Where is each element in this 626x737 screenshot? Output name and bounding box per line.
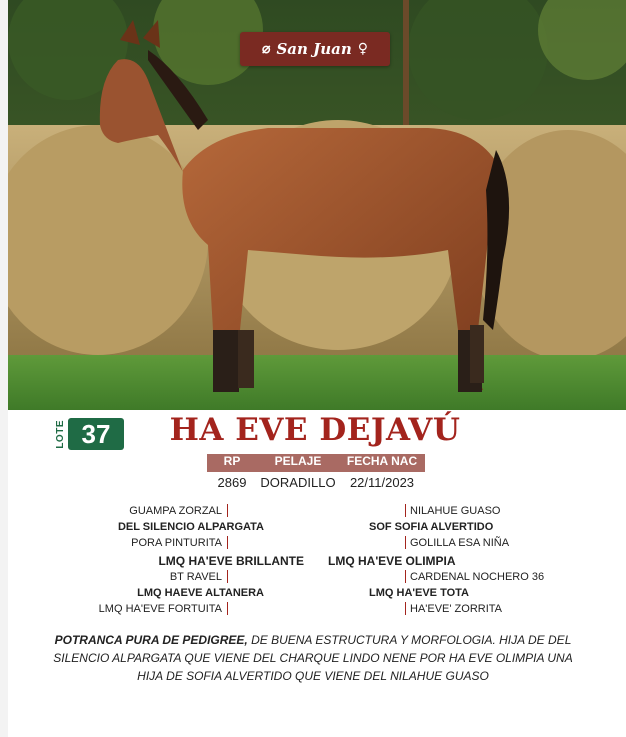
pedigree-sire-dam: PORA PINTURITA — [131, 537, 222, 549]
meta-values-row — [207, 475, 425, 490]
lot-label: LOTE — [55, 419, 66, 449]
pedigree-connector — [405, 602, 406, 615]
meta-header-pelaje: PELAJE — [274, 454, 322, 468]
pedigree-connector — [405, 504, 406, 517]
meta-header-fecha: FECHA NAC — [346, 454, 418, 468]
pedigree-dam-dam-left: LMQ HA'EVE FORTUITA — [98, 603, 222, 615]
pedigree-connector — [405, 536, 406, 549]
meta-header-rp: RP — [223, 454, 241, 468]
pedigree-sire-parent: LMQ HA'EVE BRILLANTE — [158, 554, 304, 568]
pedigree-connector — [227, 602, 228, 615]
lot-description — [40, 631, 586, 685]
pedigree-connector — [405, 570, 406, 583]
pedigree-connector — [227, 536, 228, 549]
page-left-margin — [0, 0, 8, 737]
pedigree-dam-side-sire-dam: GOLILLA ESA NIÑA — [410, 537, 510, 549]
pedigree-dam-side-sire-sire: NILAHUE GUASO — [410, 505, 501, 517]
horse-name: HA EVE DEJAVÚ — [169, 412, 461, 448]
pedigree-sire-side-dam: LMQ HAEVE ALTANERA — [137, 587, 264, 599]
meta-value-fecha: 22/11/2023 — [349, 475, 415, 490]
pedigree-dam-side-dam: LMQ HA'EVE TOTA — [369, 587, 469, 599]
breeder-name: San Juan — [276, 40, 352, 58]
meta-value-rp: 2869 — [217, 475, 247, 490]
breeder-logo-badge — [240, 32, 390, 66]
lot-number: 37 — [68, 418, 124, 450]
pedigree-dam-side-dam-dam: HA'EVE' ZORRITA — [410, 603, 503, 615]
pedigree-dam-sire-left: BT RAVEL — [169, 571, 222, 583]
description-lead: POTRANCA PURA DE PEDIGREE, — [54, 633, 248, 647]
brand-mark-icon: ⌀ — [262, 41, 271, 57]
pedigree-dam-side-sire: SOF SOFIA ALVERTIDO — [369, 521, 494, 533]
brand-sub-mark-icon: ♀ — [357, 41, 368, 57]
pedigree-sire-sire: GUAMPA ZORZAL — [129, 505, 222, 517]
pedigree-sire: DEL SILENCIO ALPARGATA — [117, 521, 264, 533]
pedigree-connector — [227, 570, 228, 583]
lot-tag — [55, 418, 124, 450]
pedigree-connector — [227, 504, 228, 517]
pedigree-dam-side-dam-sire: CARDENAL NOCHERO 36 — [410, 571, 545, 583]
meta-header-band — [207, 454, 425, 472]
meta-value-pelaje: DORADILLO — [260, 475, 336, 490]
pedigree-dam-parent: LMQ HA'EVE OLIMPIA — [328, 554, 456, 568]
description-body: DE BUENA ESTRUCTURA Y MORFOLOGIA. HIJA DE DEL SILENCIO ALPARGATA QUE VIENE DEL CHARQUE LINDO NENE POR HA EVE OLIMPIA UNA HIJA DE SOFIA ALVERTIDO QUE VIENE DEL NILAHUE GUASO — [53, 633, 573, 683]
